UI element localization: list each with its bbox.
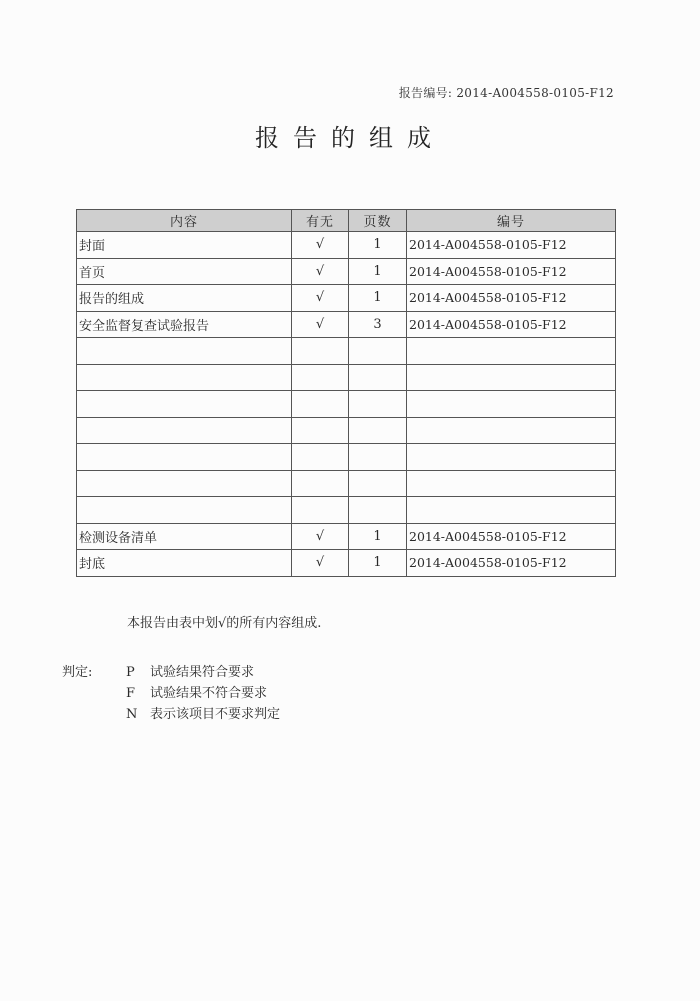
legend-item-na: [126, 703, 280, 722]
cell-pages: [349, 338, 407, 365]
cell-has: √: [292, 523, 349, 550]
cell-number: [407, 497, 616, 524]
table-row: [77, 285, 616, 312]
legend-item-pass: [126, 661, 254, 680]
cell-has: √: [292, 232, 349, 259]
cell-content: [77, 444, 292, 471]
cell-pages: 1: [349, 550, 407, 577]
cell-content: [77, 364, 292, 391]
contents-table: [76, 209, 616, 577]
cell-number: 2014-A004558-0105-F12: [407, 285, 616, 312]
cell-number: [407, 444, 616, 471]
cell-pages: [349, 470, 407, 497]
cell-has: √: [292, 285, 349, 312]
cell-pages: [349, 444, 407, 471]
cell-has: [292, 391, 349, 418]
cell-content: [77, 391, 292, 418]
legend-code: N: [126, 707, 138, 722]
table-row: [77, 497, 616, 524]
cell-has: [292, 417, 349, 444]
cell-number: 2014-A004558-0105-F12: [407, 232, 616, 259]
legend-text: 表示该项目不要求判定: [150, 707, 281, 722]
cell-content: 安全监督复查试验报告: [77, 311, 292, 338]
cell-content: [77, 497, 292, 524]
table-header-row: [77, 210, 616, 232]
cell-content: 报告的组成: [77, 285, 292, 312]
table-row: [77, 470, 616, 497]
legend-code: F: [126, 686, 136, 701]
cell-pages: 3: [349, 311, 407, 338]
cell-number: [407, 391, 616, 418]
cell-number: [407, 364, 616, 391]
cell-has: [292, 497, 349, 524]
table-row: [77, 258, 616, 285]
column-header-pages: 页数: [349, 210, 407, 232]
legend-text: 试验结果不符合要求: [150, 686, 268, 701]
column-header-number: 编号: [407, 210, 616, 232]
cell-pages: 1: [349, 258, 407, 285]
cell-has: √: [292, 550, 349, 577]
cell-content: [77, 417, 292, 444]
composition-statement: 本报告由表中划√的所有内容组成.: [127, 616, 322, 631]
cell-content: 封面: [77, 232, 292, 259]
cell-number: 2014-A004558-0105-F12: [407, 550, 616, 577]
cell-has: [292, 338, 349, 365]
legend-text: 试验结果符合要求: [150, 665, 255, 680]
table-row: [77, 232, 616, 259]
cell-content: [77, 470, 292, 497]
cell-number: [407, 470, 616, 497]
cell-content: 首页: [77, 258, 292, 285]
cell-pages: 1: [349, 285, 407, 312]
table-row: [77, 338, 616, 365]
cell-number: 2014-A004558-0105-F12: [407, 523, 616, 550]
cell-number: 2014-A004558-0105-F12: [407, 311, 616, 338]
table-row: [77, 364, 616, 391]
table-row: [77, 523, 616, 550]
cell-has: [292, 470, 349, 497]
column-header-content: 内容: [77, 210, 292, 232]
legend-code: P: [126, 665, 135, 680]
page-title: 报告的组成: [255, 124, 445, 152]
legend-item-fail: [126, 682, 267, 701]
cell-content: [77, 338, 292, 365]
table-row: [77, 391, 616, 418]
cell-content: 检测设备清单: [77, 523, 292, 550]
column-header-has: 有无: [292, 210, 349, 232]
table-row: [77, 311, 616, 338]
cell-number: [407, 338, 616, 365]
cell-has: [292, 364, 349, 391]
cell-pages: [349, 417, 407, 444]
cell-has: [292, 444, 349, 471]
cell-has: √: [292, 258, 349, 285]
cell-has: √: [292, 311, 349, 338]
cell-pages: 1: [349, 232, 407, 259]
table-row: [77, 444, 616, 471]
cell-pages: [349, 364, 407, 391]
table-row: [77, 417, 616, 444]
cell-pages: [349, 497, 407, 524]
legend-label: 判定:: [62, 665, 93, 680]
cell-number: [407, 417, 616, 444]
cell-pages: 1: [349, 523, 407, 550]
report-number: 报告编号: 2014-A004558-0105-F12: [398, 86, 614, 100]
cell-pages: [349, 391, 407, 418]
cell-number: 2014-A004558-0105-F12: [407, 258, 616, 285]
table-row: [77, 550, 616, 577]
cell-content: 封底: [77, 550, 292, 577]
